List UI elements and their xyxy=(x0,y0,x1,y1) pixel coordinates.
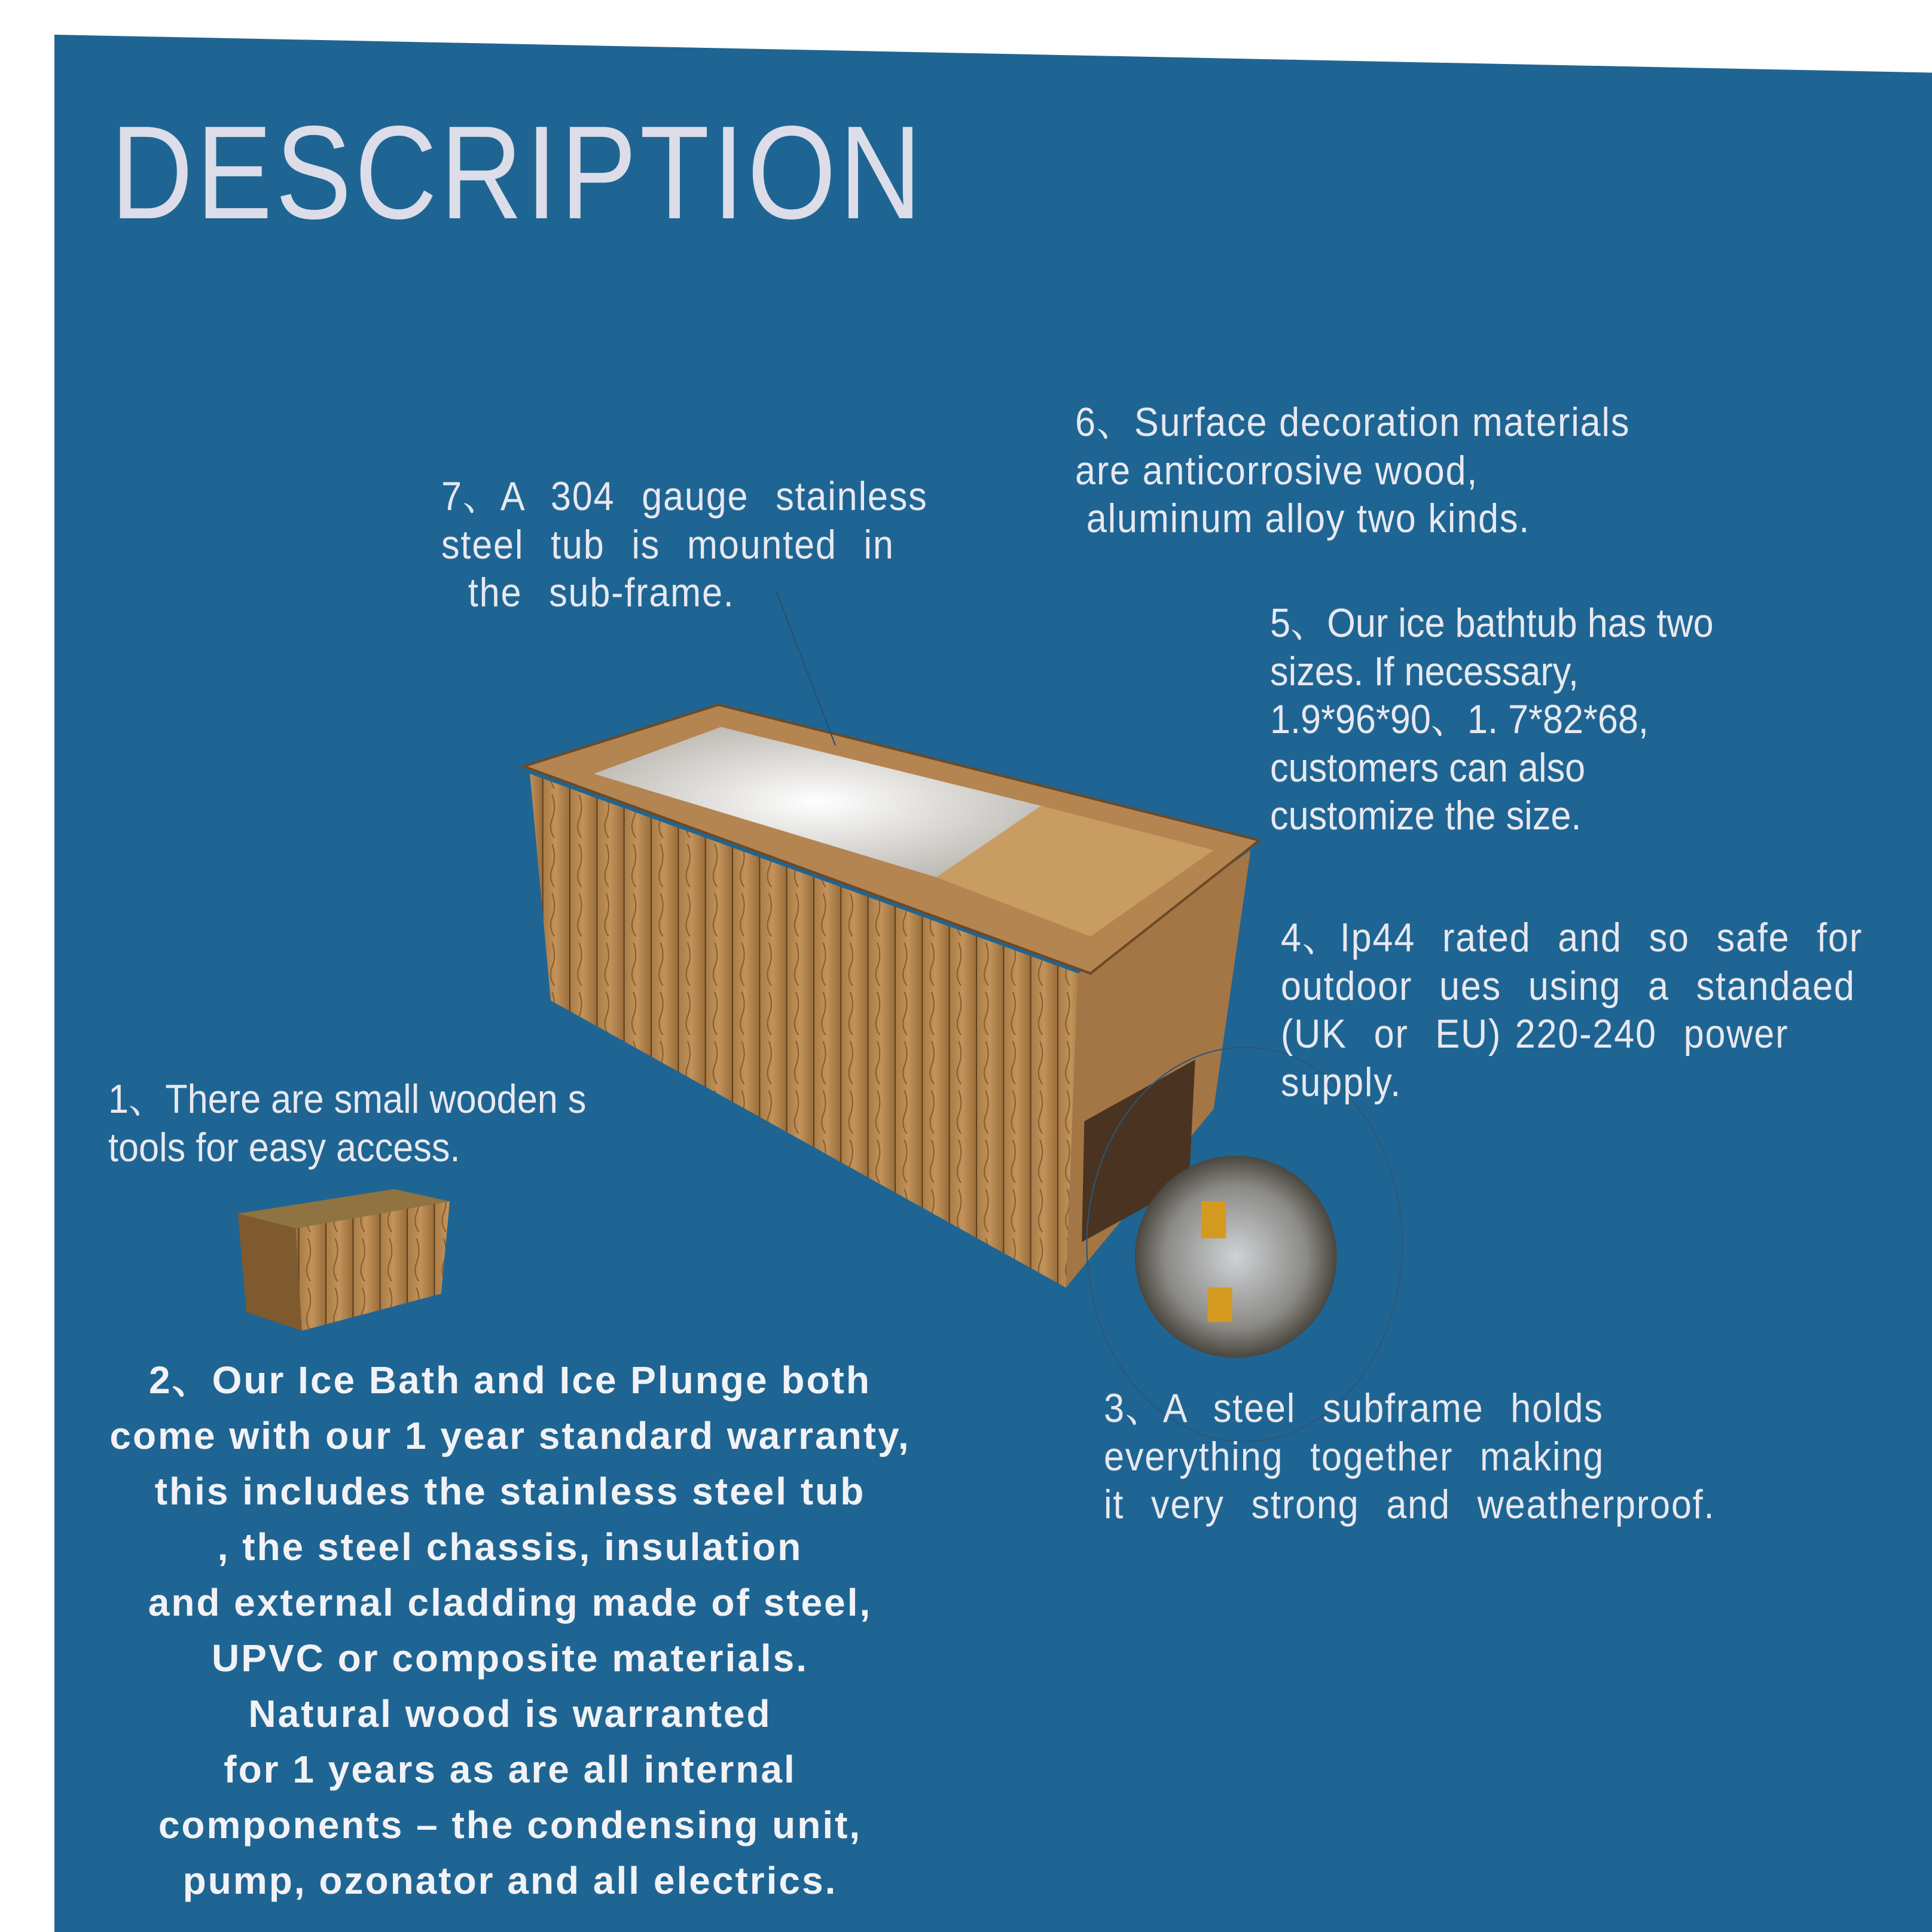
text-line: sizes. If necessary, xyxy=(1270,648,1579,694)
feature-3-text xyxy=(1104,1384,1715,1529)
text-line: everything together making xyxy=(1104,1433,1605,1479)
text-line: are anticorrosive wood, xyxy=(1075,447,1479,493)
text-line: outdoor ues using a standaed xyxy=(1281,963,1855,1009)
ice-bath-tub-image xyxy=(524,591,1259,1287)
feature-6-text xyxy=(1075,398,1630,543)
wooden-step-stool-image xyxy=(238,1189,450,1330)
text-line: 7、A 304 gauge stainless xyxy=(441,474,928,519)
text-line: it very strong and weatherproof. xyxy=(1104,1482,1716,1527)
text-line: 5、Our ice bathtub has two xyxy=(1270,600,1714,646)
text-line: customers can also xyxy=(1270,744,1586,790)
text-line: (UK or EU) 220-240 power xyxy=(1281,1011,1789,1057)
text-line: the sub-frame. xyxy=(441,570,735,615)
text-line: aluminum alloy two kinds. xyxy=(1075,496,1531,541)
text-line: for 1 years as are all internal xyxy=(224,1748,796,1791)
text-line: UPVC or composite materials. xyxy=(211,1637,809,1680)
feature-7-text xyxy=(441,472,928,617)
text-line: Natural wood is warranted xyxy=(248,1692,772,1735)
text-line: components – the condensing unit, xyxy=(158,1803,862,1846)
text-line: customize the size. xyxy=(1270,793,1582,838)
feature-5-text xyxy=(1270,599,1714,840)
text-line: supply. xyxy=(1281,1059,1402,1105)
text-line: pump, ozonator and all electrics. xyxy=(182,1859,838,1902)
page-title: DESCRIPTION xyxy=(111,99,925,247)
text-line: come with our 1 year standard warranty, xyxy=(109,1414,911,1457)
feature-2-warranty-text xyxy=(32,1353,988,1909)
text-line: , the steel chassis, insulation xyxy=(217,1525,803,1568)
text-line: steel tub is mounted in xyxy=(441,521,895,567)
text-line: 6、Surface decoration materials xyxy=(1075,399,1631,445)
feature-4-text xyxy=(1281,914,1863,1106)
text-line: and external cladding made of steel, xyxy=(148,1581,872,1624)
text-line: 2、Our Ice Bath and Ice Plunge both xyxy=(149,1359,871,1402)
feature-1-text xyxy=(108,1075,586,1171)
text-line: this includes the stainless steel tub xyxy=(154,1470,866,1513)
text-line: 4、Ip44 rated and so safe for xyxy=(1281,915,1863,960)
text-line: 1、There are small wooden s xyxy=(108,1076,587,1122)
text-line: 3、A steel subframe holds xyxy=(1104,1385,1604,1431)
text-line: tools for easy access. xyxy=(108,1124,460,1170)
text-line: 1.9*96*90、1. 7*82*68, xyxy=(1270,697,1649,742)
